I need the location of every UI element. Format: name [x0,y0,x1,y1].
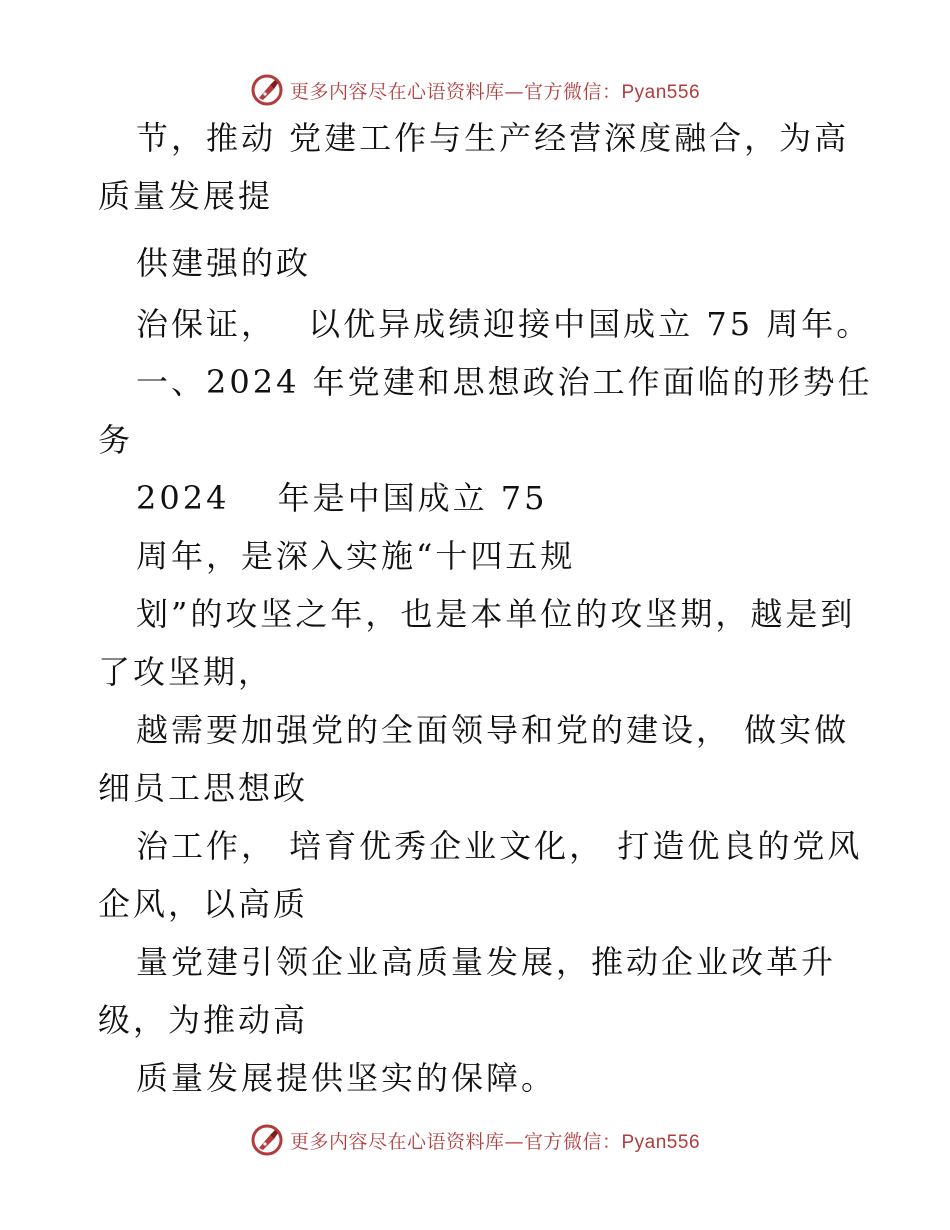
body-line: 级，为推动高 [98,1001,309,1039]
pen-nib-icon [250,1123,284,1157]
body-line: 治保证， 以优异成绩迎接中国成立 75 周年。 [136,305,872,343]
body-line: 划”的攻坚之年，也是本单位的攻坚期，越是到 [136,595,856,633]
header-watermark [0,70,950,110]
body-line: 节，推动 党建工作与生产经营深度融合，为高 [136,119,850,157]
body-line: 周年，是深入实施“十四五规 [136,537,576,575]
watermark-account: Pyan556 [621,81,701,103]
footer-watermark [0,1120,950,1160]
body-line: 2024 年是中国成立 75 [136,479,548,517]
body-line: 一、2024 年党建和思想政治工作面临的形势任 [136,363,873,401]
watermark-account: Pyan556 [621,1131,701,1153]
body-line: 质量发展提 [98,177,274,215]
body-line: 务 [98,421,134,459]
body-line: 量党建引领企业高质量发展，推动企业改革升 [136,943,837,981]
watermark-text: 更多内容尽在心语资料库—官方微信：Pyan556 [289,80,701,103]
body-line: 细员工思想政 [98,769,309,807]
body-line: 质量发展提供坚实的保障。 [136,1059,557,1097]
body-line: 治工作， 培育优秀企业文化， 打造优良的党风 [136,827,863,865]
watermark-text: 更多内容尽在心语资料库—官方微信：Pyan556 [289,1130,701,1153]
body-line: 企风，以高质 [98,885,309,923]
pen-nib-icon [250,73,284,107]
body-line: 供建强的政 [136,244,312,282]
body-line: 了攻坚期， [98,653,274,691]
body-line: 越需要加强党的全面领导和党的建设， 做实做 [136,711,850,749]
